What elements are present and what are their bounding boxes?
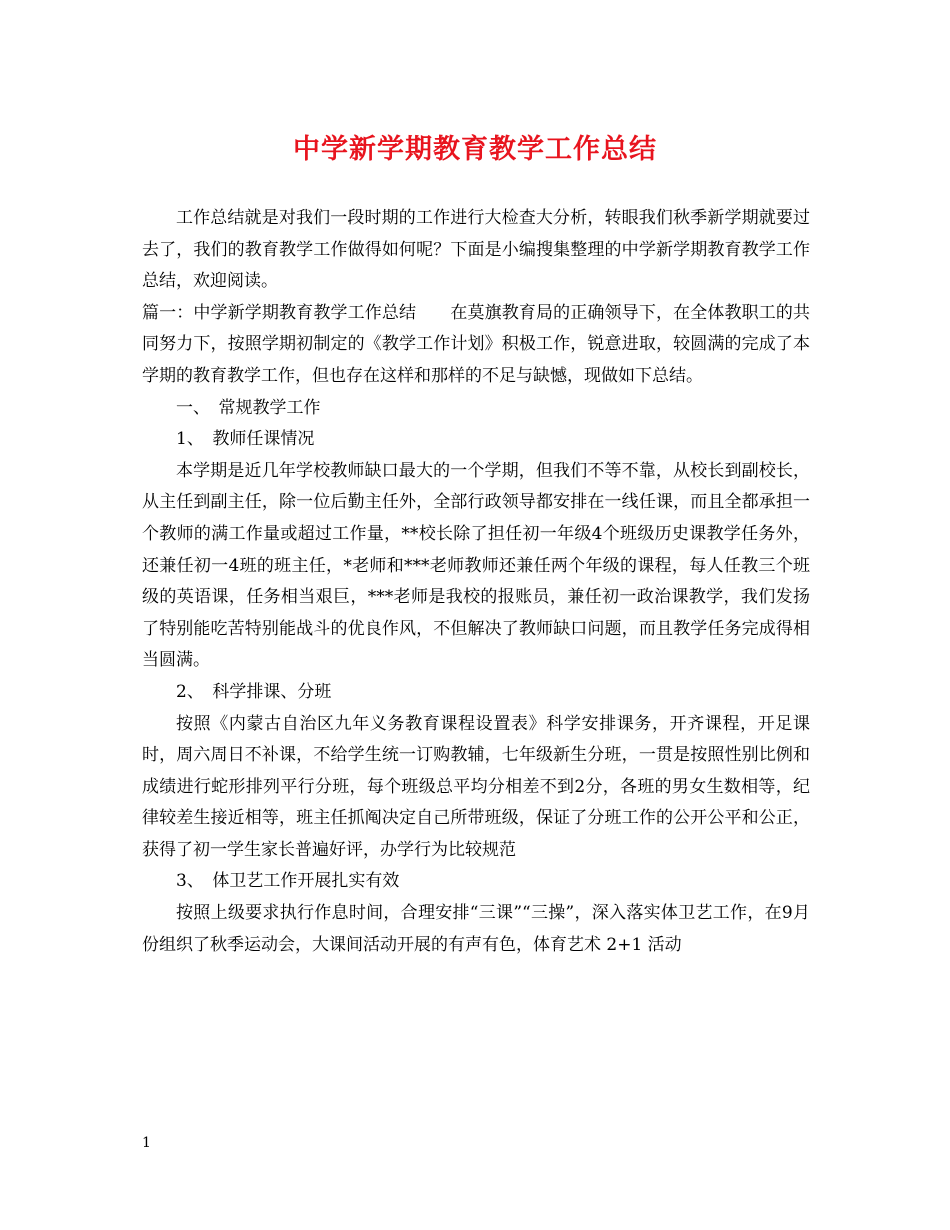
- teacher-assignment-paragraph: 本学期是近几年学校教师缺口最大的一个学期，但我们不等不靠，从校长到副校长，从主任到副主任，除一位后勤主任外，全部行政领导都安排在一线任课，而且全都承担一个教师的满工作量或超过工作量，**校长除了担任初一年级4个班级历史课教学任务外，还兼任初一4班的班主任，*老师和***老师教师还兼任两个年级的课程，每人任教三个班级的英语课，任务相当艰巨，***老师是我校的报账员，兼任初一政治课教学，我们发扬了特别能吃苦特别能战斗的优良作风，不但解决了教师缺口问题，而且教学任务完成得相当圆满。: [142, 460, 810, 671]
- heading-routine-teaching: 一、 常规教学工作: [176, 397, 321, 418]
- page-number: 1: [142, 1135, 151, 1151]
- heading-teacher-assignment: 1、 教师任课情况: [176, 429, 315, 450]
- section-one-paragraph: 篇一：中学新学期教育教学工作总结 在莫旗教育局的正确领导下，在全体教职工的共同努力下，按照学期初制定的《教学工作计划》积极工作，锐意进取，较圆满的完成了本学期的教育教学工作，但也存在这样和那样的不足与缺憾，现做如下总结。: [142, 302, 810, 386]
- document-body: [142, 203, 810, 961]
- scheduling-paragraph: 按照《内蒙古自治区九年义务教育课程设置表》科学安排课务，开齐课程，开足课时，周六周日不补课，不给学生统一订购教辅，七年级新生分班，一贯是按照性别比例和成绩进行蛇形排列平行分班，每个班级总平均分相差不到2分，各班的男女生数相等，纪律较差生接近相等，班主任抓阄决定自己所带班级，保证了分班工作的公开公平和公正，获得了初一学生家长普遍好评，办学行为比较规范: [142, 713, 810, 860]
- document-title: 中学新学期教育教学工作总结: [293, 134, 657, 165]
- intro-paragraph: 工作总结就是对我们一段时期的工作进行大检查大分析，转眼我们秋季新学期就要过去了，我们的教育教学工作做得如何呢？下面是小编搜集整理的中学新学期教育教学工作总结，欢迎阅读。: [142, 208, 810, 292]
- heading-sports-health-arts: 3、 体卫艺工作开展扎实有效: [176, 871, 400, 892]
- sports-health-arts-paragraph: 按照上级要求执行作息时间，合理安排“三课”“三操”，深入落实体卫艺工作，在9月份组织了秋季运动会，大课间活动开展的有声有色，体育艺术 2+1 活动: [142, 903, 810, 955]
- heading-scheduling: 2、 科学排课、分班: [176, 681, 332, 702]
